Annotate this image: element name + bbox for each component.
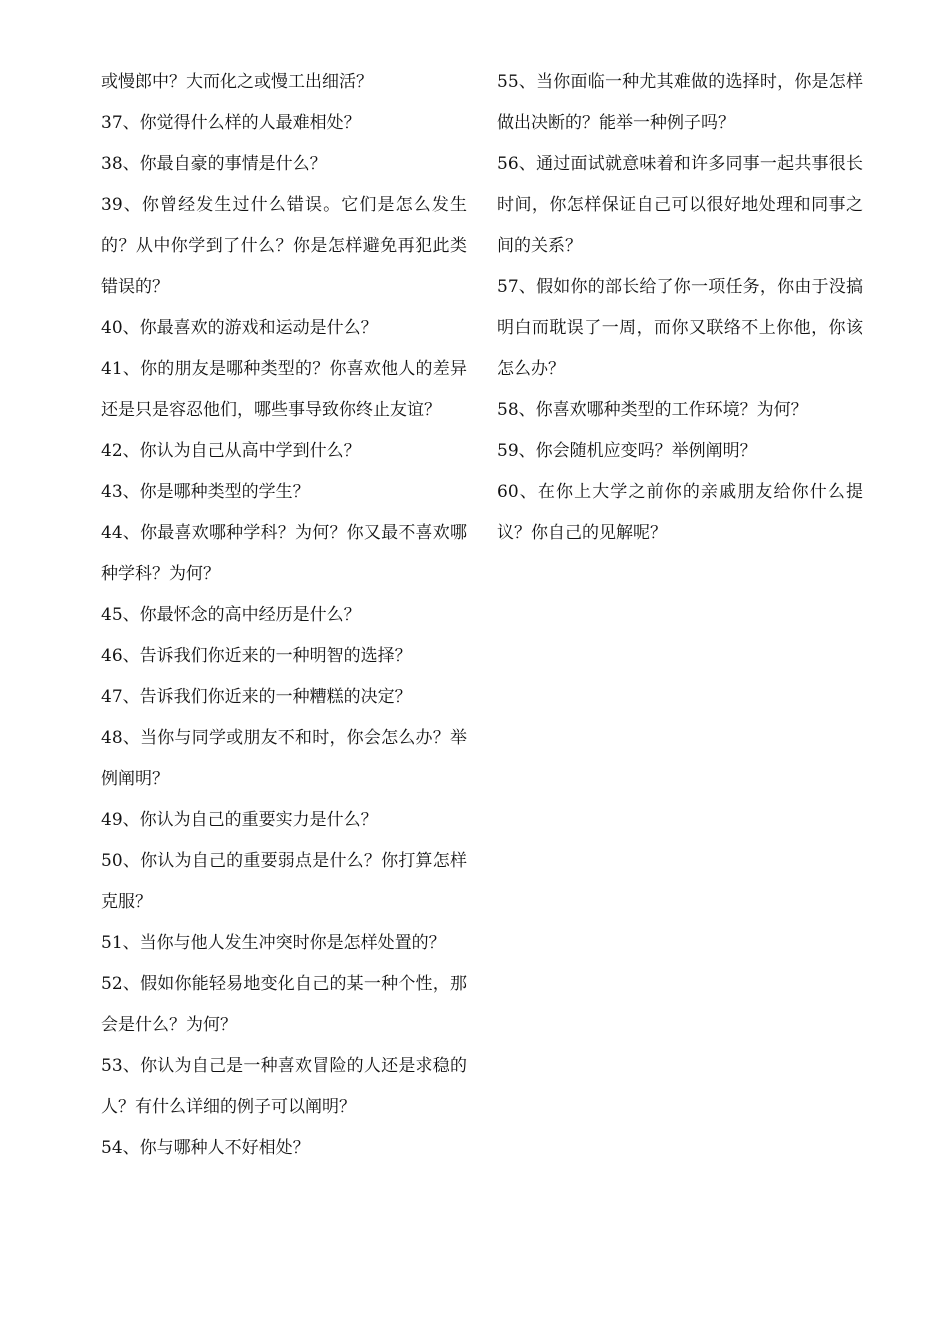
continued-question-text: 或慢郎中？大而化之或慢工出细活？ bbox=[101, 72, 373, 92]
question-57: 57、假如你的部长给了你一项任务，你由于没搞明白而耽误了一周，而你又联络不上你他，你该怎么办？ bbox=[497, 277, 863, 379]
question-51: 51、当你与他人发生冲突时你是怎样处置的？ bbox=[101, 933, 446, 953]
question-41: 41、你的朋友是哪种类型的？你喜欢他人的差异还是只是容忍他们，哪些事导致你终止友谊？ bbox=[101, 359, 467, 420]
right-column bbox=[497, 62, 863, 554]
question-58: 58、你喜欢哪种类型的工作环境？为何？ bbox=[497, 400, 808, 420]
question-44: 44、你最喜欢哪种学科？为何？你又最不喜欢哪种学科？为何？ bbox=[101, 523, 467, 584]
question-47: 47、告诉我们你近来的一种糟糕的决定？ bbox=[101, 687, 412, 707]
question-43: 43、你是哪种类型的学生？ bbox=[101, 482, 310, 502]
question-56: 56、通过面试就意味着和许多同事一起共事很长时间，你怎样保证自己可以很好地处理和同事之间的关系？ bbox=[497, 154, 863, 256]
question-49: 49、你认为自己的重要实力是什么？ bbox=[101, 810, 378, 830]
question-40: 40、你最喜欢的游戏和运动是什么？ bbox=[101, 318, 378, 338]
question-45: 45、你最怀念的高中经历是什么？ bbox=[101, 605, 361, 625]
question-39: 39、你曾经发生过什么错误。它们是怎么发生的？从中你学到了什么？你是怎样避免再犯此类错误的？ bbox=[101, 195, 467, 297]
question-46: 46、告诉我们你近来的一种明智的选择？ bbox=[101, 646, 412, 666]
question-50: 50、你认为自己的重要弱点是什么？你打算怎样克服？ bbox=[101, 851, 467, 912]
question-52: 52、假如你能轻易地变化自己的某一种个性，那会是什么？为何？ bbox=[101, 974, 467, 1035]
question-60: 60、在你上大学之前你的亲戚朋友给你什么提议？你自己的见解呢？ bbox=[497, 482, 863, 543]
question-42: 42、你认为自己从高中学到什么？ bbox=[101, 441, 361, 461]
question-55: 55、当你面临一种尤其难做的选择时，你是怎样做出决断的？能举一种例子吗？ bbox=[497, 72, 863, 133]
question-38: 38、你最自豪的事情是什么？ bbox=[101, 154, 327, 174]
question-59: 59、你会随机应变吗？举例阐明？ bbox=[497, 441, 757, 461]
question-37: 37、你觉得什么样的人最难相处？ bbox=[101, 113, 361, 133]
left-column bbox=[101, 62, 467, 1169]
question-53: 53、你认为自己是一种喜欢冒险的人还是求稳的人？有什么详细的例子可以阐明？ bbox=[101, 1056, 467, 1117]
question-48: 48、当你与同学或朋友不和时，你会怎么办？举例阐明？ bbox=[101, 728, 467, 789]
question-54: 54、你与哪种人不好相处？ bbox=[101, 1138, 310, 1158]
